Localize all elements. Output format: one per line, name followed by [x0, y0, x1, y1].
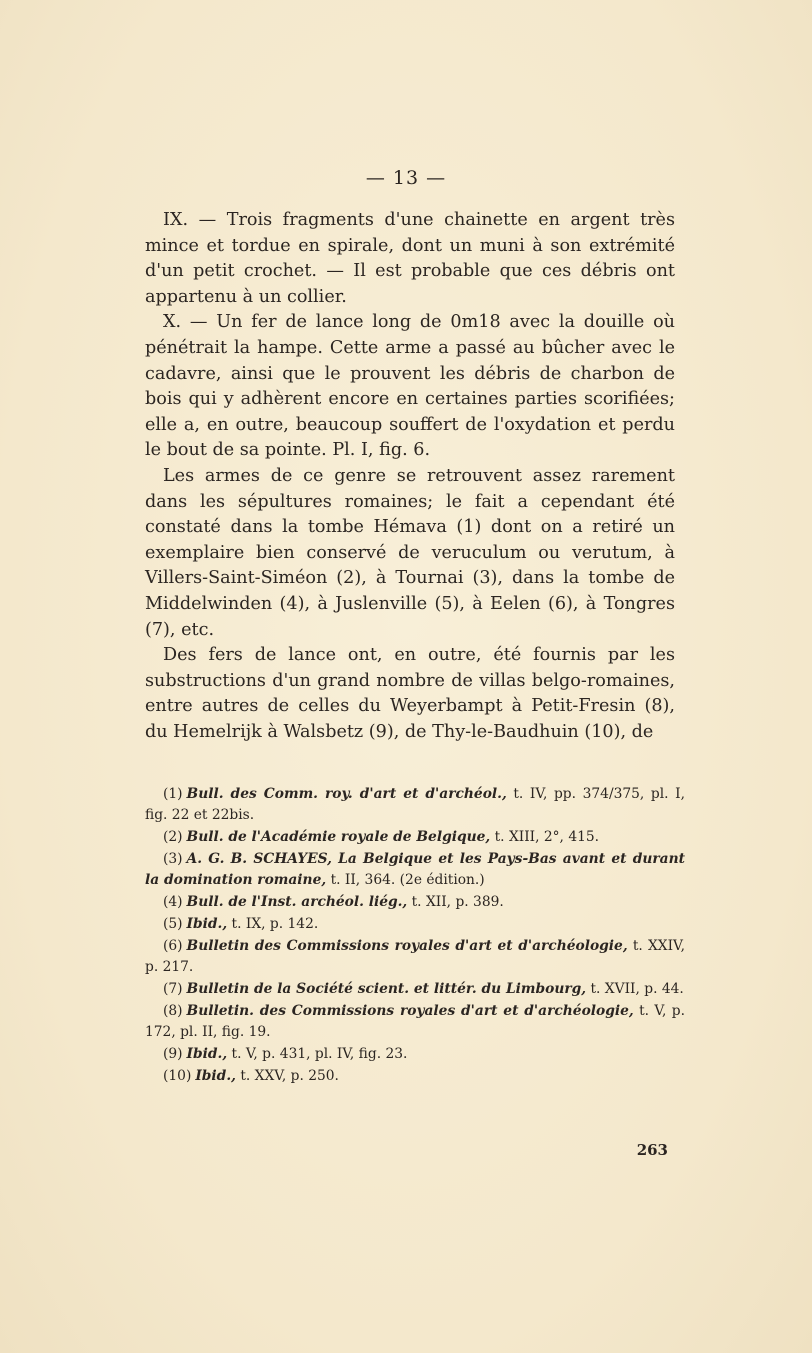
paragraph-fers-de-lance: Des fers de lance ont, en outre, été fournis par les substructions d'un grand nombre de villas belgo-romaines, entre autres de celles du Weyerbampt à Petit-Fresin (8), du Hemelrijk à Walsbetz (9), de Thy-le-Baudhuin (10), de	[145, 645, 675, 742]
footnote: (8) Bulletin. des Commissions royales d'art et d'archéologie, t. V, p. 172, pl. II, fig. 19.	[145, 1003, 685, 1040]
footnote: (4) Bull. de l'Inst. archéol. liég., t. XII, p. 389.	[163, 894, 504, 910]
paragraph-ix: IX. — Trois fragments d'une chainette en argent très mince et tordue en spirale, dont un muni à son extrémité d'un petit crochet. — Il est probable que ces débris ont appartenu à un collier.	[145, 210, 675, 307]
page-number: — 13 —	[365, 167, 447, 189]
footnote: (2) Bull. de l'Académie royale de Belgique, t. XIII, 2°, 415.	[163, 829, 600, 845]
footnote: (9) Ibid., t. V, p. 431, pl. IV, fig. 23.	[163, 1046, 408, 1062]
footnotes	[145, 784, 685, 1088]
body-text	[145, 208, 675, 745]
footnote: (5) Ibid., t. IX, p. 142.	[163, 916, 319, 932]
footnote: (3) A. G. B. SCHAYES, La Belgique et les Pays-Bas avant et durant la domination romaine, t. II, 364. (2e édition.)	[145, 851, 685, 888]
paragraph-x: X. — Un fer de lance long de 0m18 avec la douille où pénétrait la hampe. Cette arme a passé au bûcher avec le cadavre, ainsi que le prouvent les débris de charbon de bois qui y adhèrent encore en certaines parties scorifiées; elle a, en outre, beaucoup souffert de l'oxydation et perdu le bout de sa pointe. Pl. I, fig. 6.	[145, 312, 675, 461]
footnote: (6) Bulletin des Commissions royales d'art et d'archéologie, t. XXIV, p. 217.	[145, 938, 685, 975]
footnote: (1) Bull. des Comm. roy. d'art et d'archéol., t. IV, pp. 374/375, pl. I, fig. 22 et 22bis.	[145, 786, 686, 823]
paragraph-armes: Les armes de ce genre se retrouvent assez rarement dans les sépultures romaines; le fait a cependant été constaté dans la tombe Hémava (1) dont on a retiré un exemplaire bien conservé de veruculum ou verutum, à Villers-Saint-Siméon (2), à Tournai (3), dans la tombe de Middelwinden (4), à Juslenville (5), à Eelen (6), à Tongres (7), etc.	[145, 465, 675, 640]
footnote: (10) Ibid., t. XXV, p. 250.	[163, 1068, 339, 1084]
signature-number: 263	[636, 1141, 668, 1159]
footnote: (7) Bulletin de la Société scient. et littér. du Limbourg, t. XVII, p. 44.	[163, 981, 684, 997]
